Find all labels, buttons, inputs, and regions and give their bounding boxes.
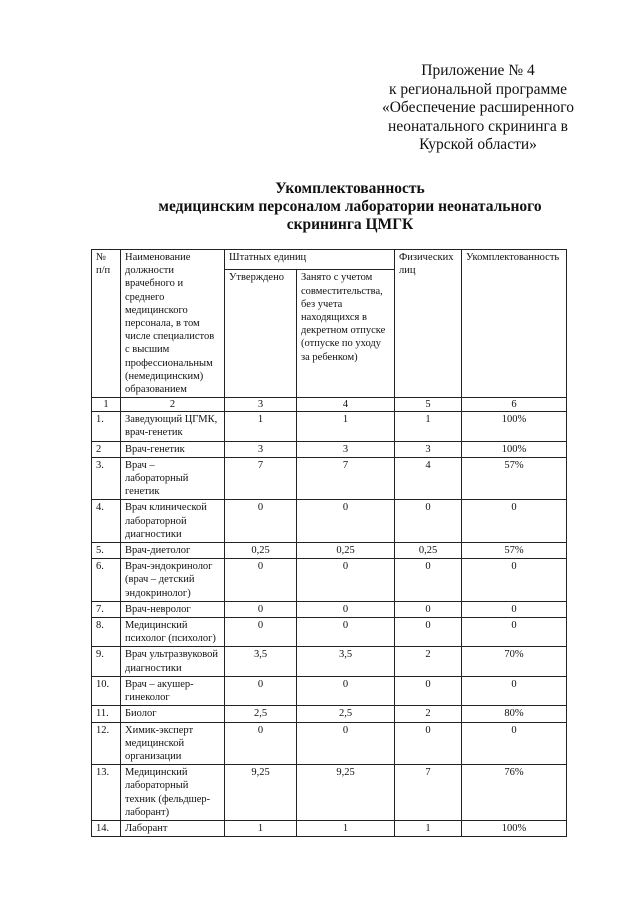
occupied-units: 3 [297,441,395,457]
row-number: 1. [92,412,121,441]
row-number: 12. [92,722,121,765]
table-row [92,412,567,441]
occupied-units: 0 [297,500,395,543]
table-row [92,618,567,647]
table-row [92,601,567,617]
physical-persons: 0 [395,559,462,602]
title-line: Укомплектованность [275,180,425,197]
physical-persons: 0 [395,601,462,617]
approved-units: 0 [225,618,297,647]
staffing-level: 0 [462,722,567,765]
row-number: 3. [92,457,121,500]
staffing-level: 0 [462,601,567,617]
staffing-level: 100% [462,441,567,457]
appendix-note [368,62,588,155]
staffing-level: 100% [462,412,567,441]
approved-units: 3,5 [225,647,297,676]
physical-persons: 0 [395,722,462,765]
row-number: 8. [92,618,121,647]
staffing-level: 0 [462,500,567,543]
physical-persons: 2 [395,706,462,722]
column-number: 4 [297,398,395,412]
header-approved: Утверждено [225,270,297,398]
approved-units: 3 [225,441,297,457]
position-name: Лаборант [121,820,225,836]
row-number: 10. [92,676,121,705]
table-row [92,441,567,457]
header-occupied: Занято с учетом совместительства, без учета находящихся в декретном отпуске (отпуске по уходу за ребенком) [297,270,395,398]
appendix-line: неонатального скрининга в [388,117,568,135]
position-name: Химик-эксперт медицинской организации [121,722,225,765]
header-physical-persons: Физических лиц [395,250,462,398]
physical-persons: 3 [395,441,462,457]
table-row [92,722,567,765]
column-number: 2 [121,398,225,412]
occupied-units: 0 [297,618,395,647]
table-row [92,457,567,500]
approved-units: 1 [225,412,297,441]
row-number: 2 [92,441,121,457]
header-staffing-level: Укомплектованность [462,250,567,398]
staffing-level: 57% [462,457,567,500]
physical-persons: 0,25 [395,543,462,559]
occupied-units: 2,5 [297,706,395,722]
header-row [92,250,567,270]
appendix-line: Курской области» [419,136,537,154]
position-name: Врач-диетолог [121,543,225,559]
table-row [92,559,567,602]
occupied-units: 0 [297,722,395,765]
row-number: 6. [92,559,121,602]
position-name: Врач-невролог [121,601,225,617]
column-number-row [92,398,567,412]
position-name: Врач – акушер-гинеколог [121,676,225,705]
position-name: Заведующий ЦГМК, врач-генетик [121,412,225,441]
physical-persons: 1 [395,820,462,836]
table-row [92,676,567,705]
staffing-level: 76% [462,765,567,821]
header-num: № п/п [92,250,121,398]
column-number: 3 [225,398,297,412]
approved-units: 0 [225,500,297,543]
position-name: Медицинский психолог (психолог) [121,618,225,647]
approved-units: 0,25 [225,543,297,559]
column-number: 6 [462,398,567,412]
row-number: 9. [92,647,121,676]
position-name: Биолог [121,706,225,722]
title-line: скрининга ЦМГК [286,216,414,233]
approved-units: 0 [225,559,297,602]
table-row [92,500,567,543]
physical-persons: 4 [395,457,462,500]
column-number: 1 [92,398,121,412]
approved-units: 0 [225,676,297,705]
row-number: 7. [92,601,121,617]
table-row [92,765,567,821]
occupied-units: 0,25 [297,543,395,559]
approved-units: 9,25 [225,765,297,821]
staffing-level: 57% [462,543,567,559]
column-number: 5 [395,398,462,412]
occupied-units: 1 [297,412,395,441]
row-number: 11. [92,706,121,722]
staffing-level: 0 [462,618,567,647]
row-number: 4. [92,500,121,543]
physical-persons: 7 [395,765,462,821]
position-name: Врач-эндокринолог (врач – детский эндокринолог) [121,559,225,602]
appendix-line: «Обеспечение расширенного [381,99,574,117]
physical-persons: 0 [395,676,462,705]
occupied-units: 7 [297,457,395,500]
approved-units: 0 [225,601,297,617]
occupied-units: 3,5 [297,647,395,676]
row-number: 14. [92,820,121,836]
position-name: Врач клинической лабораторной диагностики [121,500,225,543]
table-row [92,647,567,676]
staffing-level: 70% [462,647,567,676]
document-title [100,180,600,234]
physical-persons: 2 [395,647,462,676]
staffing-level: 0 [462,559,567,602]
header-staff-units: Штатных единиц [225,250,395,270]
physical-persons: 1 [395,412,462,441]
occupied-units: 0 [297,601,395,617]
approved-units: 7 [225,457,297,500]
table-row [92,820,567,836]
staffing-table [91,249,567,837]
occupied-units: 9,25 [297,765,395,821]
title-line: медицинским персоналом лаборатории неонатального [158,198,542,215]
position-name: Врач ультразвуковой диагностики [121,647,225,676]
appendix-line: к региональной программе [388,80,568,98]
header-position-name: Наименование должности врачебного и среднего медицинского персонала, в том числе специалистов с высшим профессиональным (немедицинским) образованием [121,250,225,398]
physical-persons: 0 [395,618,462,647]
table-row [92,706,567,722]
physical-persons: 0 [395,500,462,543]
position-name: Врач-генетик [121,441,225,457]
appendix-line: Приложение № 4 [421,62,535,79]
occupied-units: 1 [297,820,395,836]
row-number: 5. [92,543,121,559]
row-number: 13. [92,765,121,821]
approved-units: 0 [225,722,297,765]
staffing-level: 80% [462,706,567,722]
approved-units: 1 [225,820,297,836]
occupied-units: 0 [297,676,395,705]
position-name: Медицинский лабораторный техник (фельдшер-лаборант) [121,765,225,821]
occupied-units: 0 [297,559,395,602]
table-row [92,543,567,559]
approved-units: 2,5 [225,706,297,722]
staffing-level: 0 [462,676,567,705]
staffing-level: 100% [462,820,567,836]
position-name: Врач – лабораторный генетик [121,457,225,500]
